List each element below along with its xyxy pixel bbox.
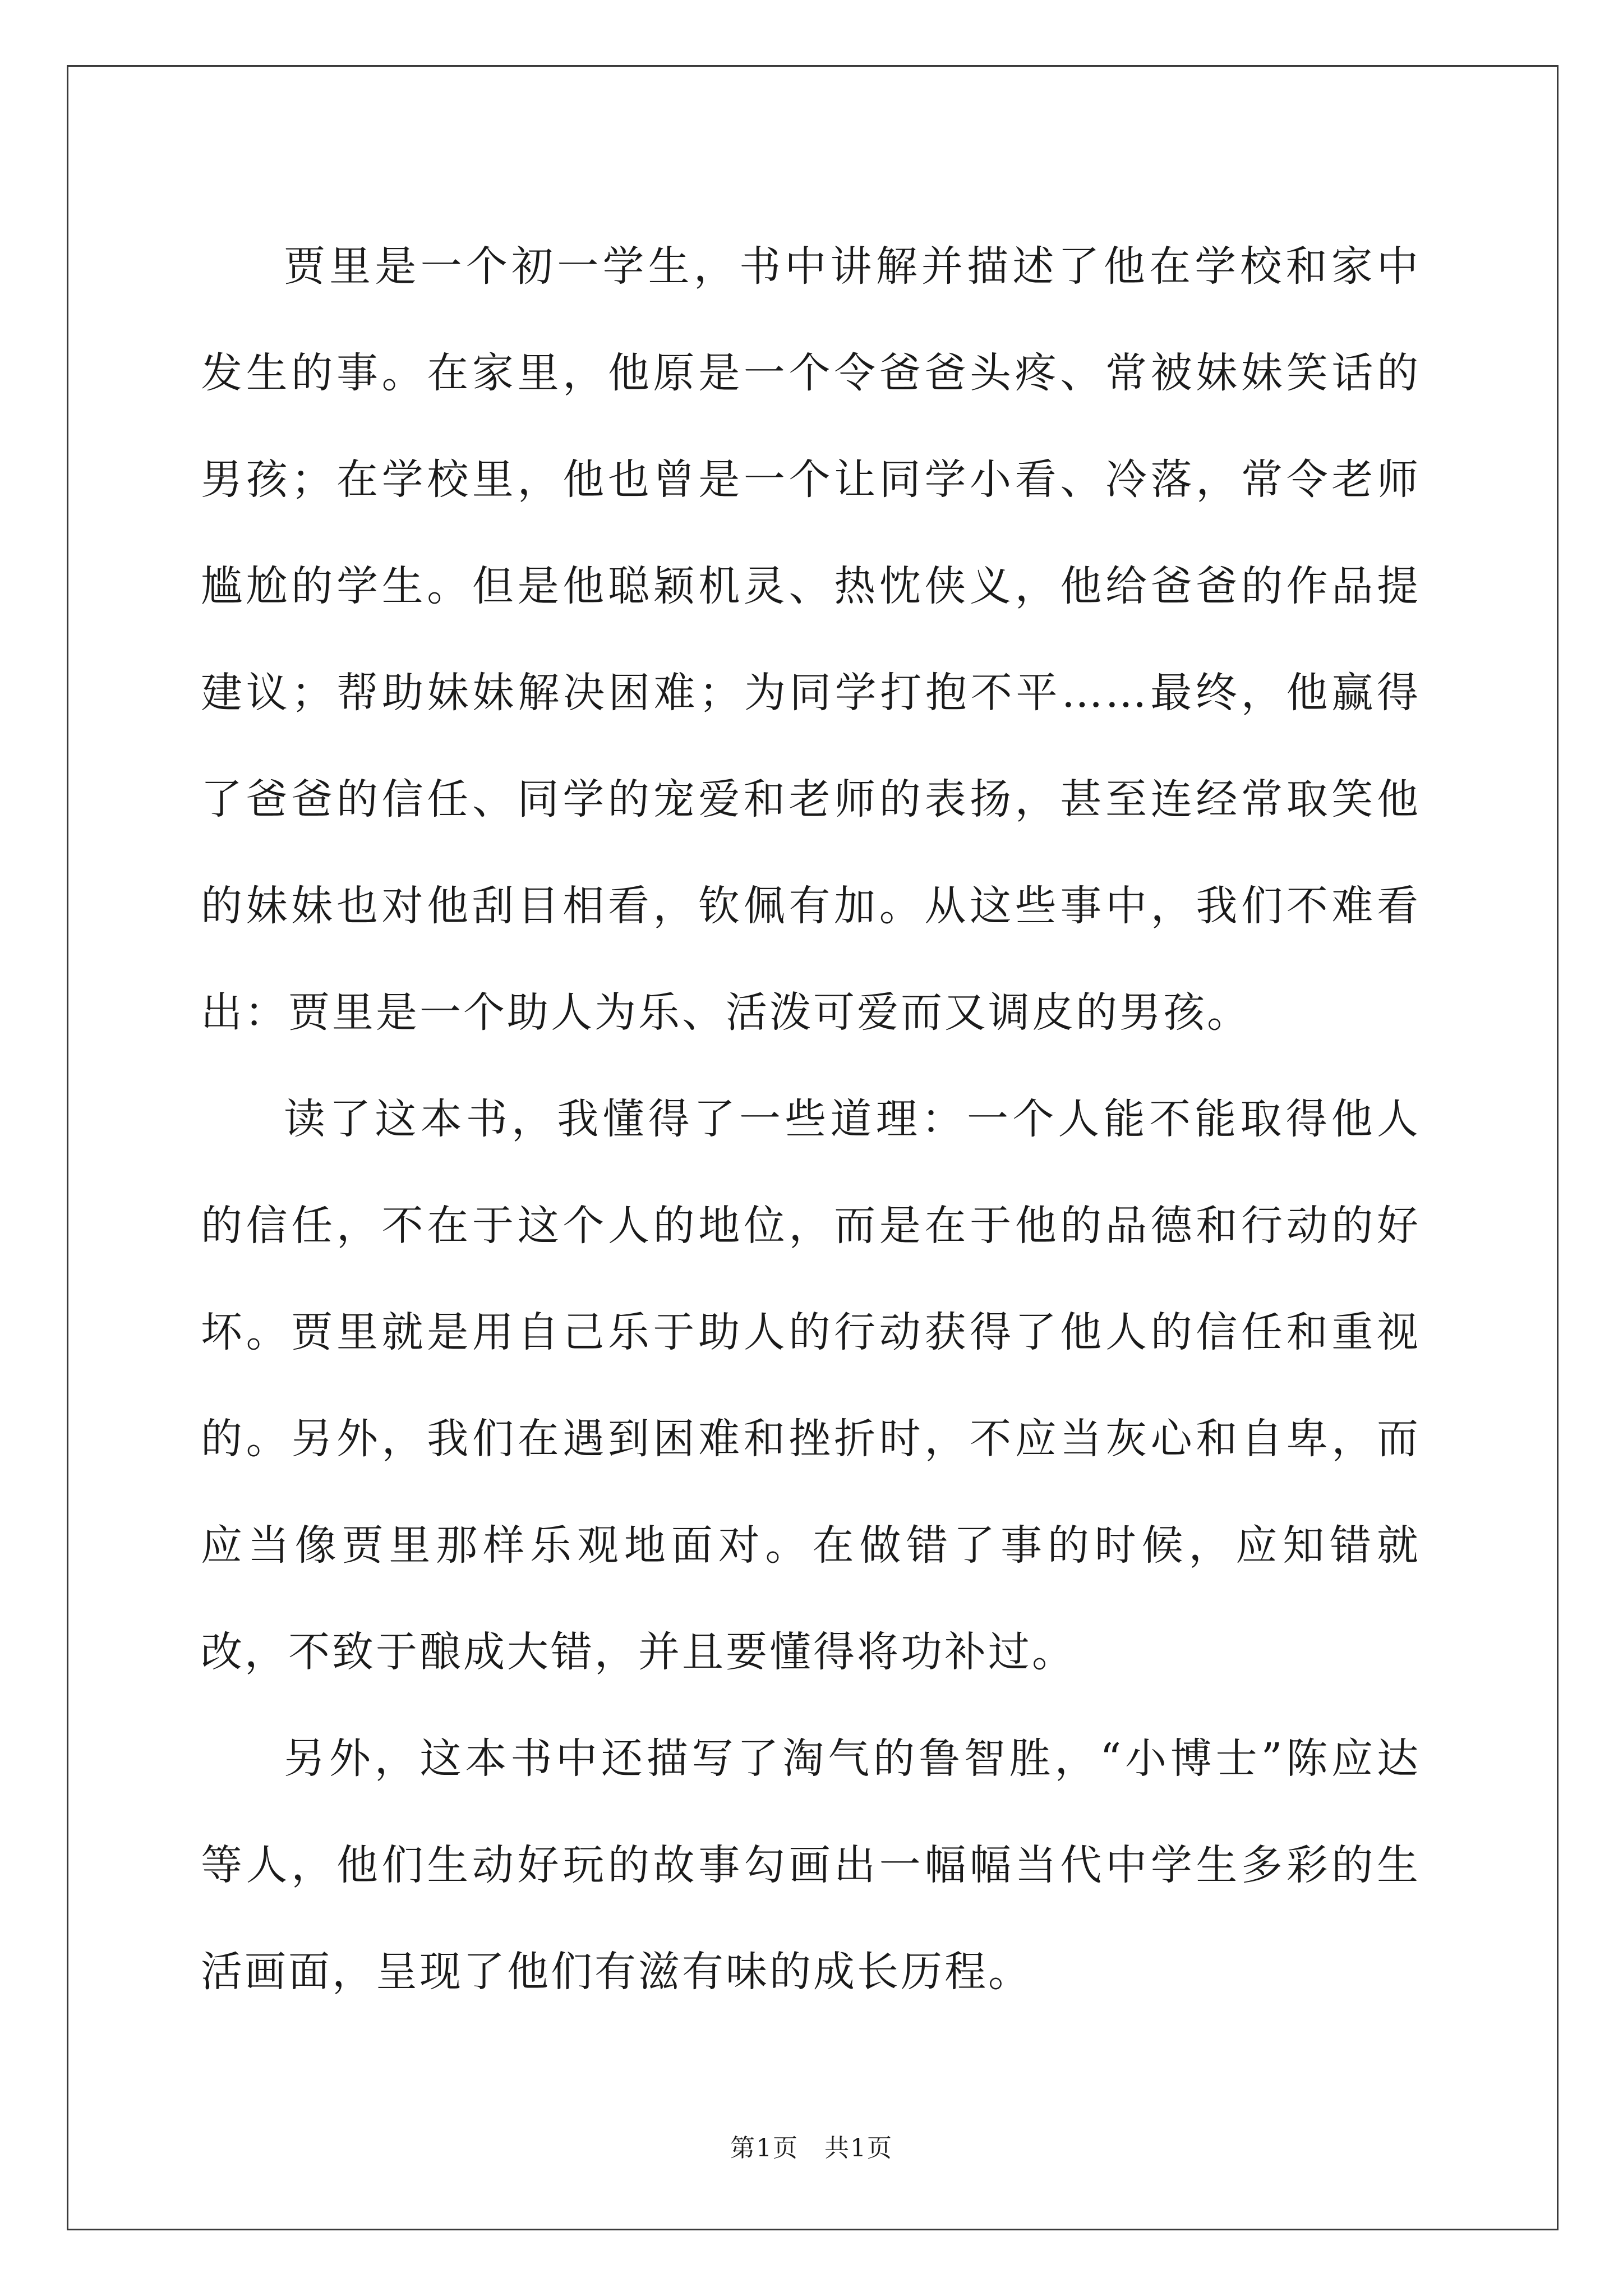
paragraph-2: 读了这本书，我懂得了一些道理：一个人能不能取得他人的信任，不在于这个人的地位，而是在于他的品德和行动的好坏。贾里就是用自己乐于助人的行动获得了他人的信任和重视的。另外，我们在遇到困难和挫折时，不应当灰心和自卑，而应当像贾里那样乐观地面对。在做错了事的时候，应知错就改，不致于酿成大错，并且要懂得将功补过。 — [201, 1095, 1421, 1676]
paragraph-1: 贾里是一个初一学生，书中讲解并描述了他在学校和家中发生的事。在家里，他原是一个令爸爸头疼、常被妹妹笑话的男孩；在学校里，他也曾是一个让同学小看、冷落，常令老师尴尬的学生。但是他聪颖机灵、热忱侠义，他给爸爸的作品提建议；帮助妹妹解决困难；为同学打抱不平……最终，他赢得了爸爸的信任、同学的宠爱和老师的表扬，甚至连经常取笑他的妹妹也对他刮目相看，钦佩有加。从这些事中，我们不难看出：贾里是一个助人为乐、活泼可爱而又调皮的男孩。 — [201, 242, 1421, 1037]
document-body — [201, 213, 1421, 2025]
paragraph-3: 另外，这本书中还描写了淘气的鲁智胜，“小博士”陈应达等人，他们生动好玩的故事勾画出一幅幅当代中学生多彩的生活画面，呈现了他们有滋有味的成长历程。 — [201, 1734, 1421, 1996]
page-number-footer: 第1页 共1页 — [730, 2134, 893, 2162]
